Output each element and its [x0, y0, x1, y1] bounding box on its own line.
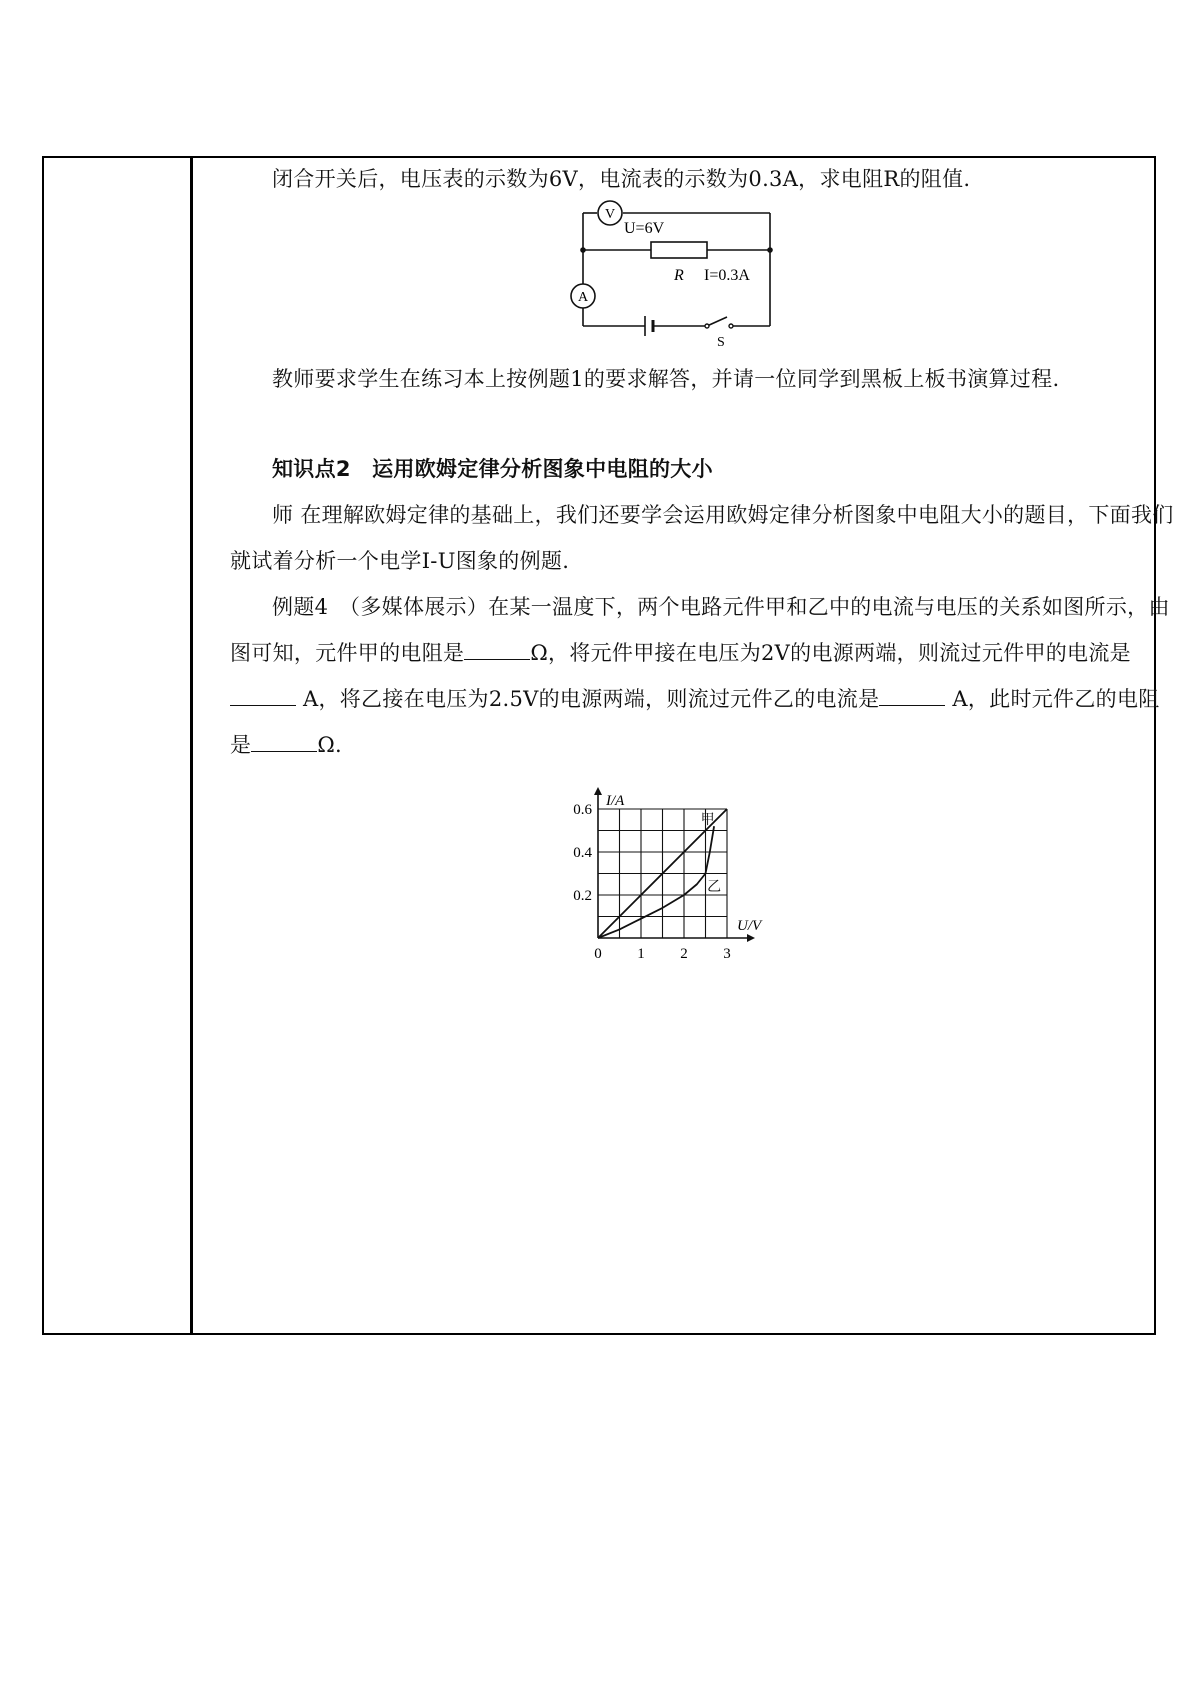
section-heading: 知识点2 运用欧姆定律分析图象中电阻的大小 [272, 457, 713, 481]
example-part-3: A，将乙接在电压为2.5V的电源两端，则流过元件乙的电流是 [296, 687, 880, 711]
junction-right [767, 247, 773, 253]
answer-blank-3 [879, 687, 945, 706]
example-part-5: Ω. [317, 733, 342, 757]
column-divider [190, 156, 193, 1333]
answer-blank-1 [464, 641, 530, 660]
y-tick-label: 0.6 [573, 802, 592, 818]
x-axis-label: U/V [737, 918, 762, 934]
teacher-instruction: 教师要求学生在练习本上按例题1的要求解答，并请一位同学到黑板上板书演算过程. [272, 367, 1060, 391]
knowledge-point-block [230, 446, 1180, 768]
circuit-diagram [527, 198, 787, 348]
teacher-intro: 师 在理解欧姆定律的基础上，我们还要学会运用欧姆定律分析图象中电阻大小的题目，下面我们就试着分析一个电学I-U图象的例题. [230, 503, 1174, 573]
switch-blade [707, 317, 727, 326]
voltage-label: U=6V [624, 220, 665, 237]
resistor [651, 242, 707, 258]
x-axis-arrow [747, 934, 755, 942]
current-label: I=0.3A [704, 267, 750, 284]
series-label-yi: 乙 [707, 880, 722, 895]
series-label-jia: 甲 [700, 813, 715, 829]
x-tick-label: 2 [680, 946, 688, 962]
x-tick-label: 1 [637, 946, 645, 962]
iu-chart [556, 780, 786, 975]
resistor-label: R [674, 267, 684, 284]
y-tick-label: 0.4 [573, 845, 592, 861]
switch-pivot [705, 324, 709, 328]
switch-label: S [717, 335, 725, 348]
answer-blank-2 [230, 687, 296, 706]
x-tick-label: 0 [594, 946, 602, 962]
voltmeter-label: V [604, 207, 616, 222]
y-tick-label: 0.2 [573, 888, 592, 904]
example-question [230, 584, 1180, 768]
y-axis-label: I/A [606, 793, 625, 809]
switch-contact [729, 324, 733, 328]
y-axis-arrow [594, 787, 602, 795]
junction-left [580, 247, 586, 253]
example-part-4: A，此时元件乙的电阻是 [230, 687, 1160, 757]
example-part-1: 例题4 （多媒体展示）在某一温度下，两个电路元件甲和乙中的电流与电压的关系如图所示，由图可知，元件甲的电阻是 [230, 595, 1170, 665]
x-tick-label: 3 [723, 946, 731, 962]
teacher-instruction-block [230, 356, 1180, 402]
ammeter-label: A [577, 290, 589, 305]
example-part-2: Ω，将元件甲接在电压为2V的电源两端，则流过元件甲的电流是 [530, 641, 1131, 665]
answer-blank-4 [251, 733, 317, 752]
question-intro: 闭合开关后，电压表的示数为6V，电流表的示数为0.3A，求电阻R的阻值. [272, 167, 971, 191]
